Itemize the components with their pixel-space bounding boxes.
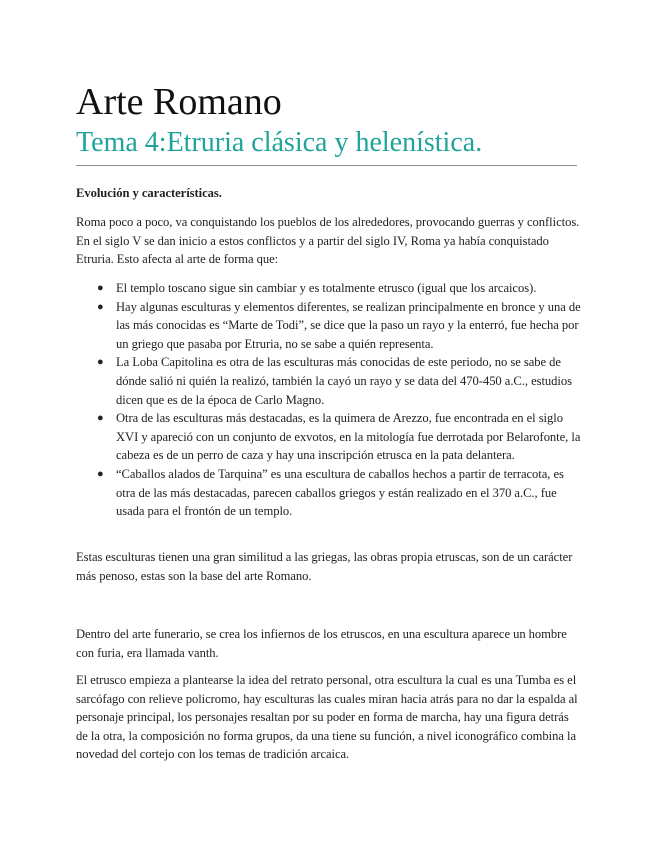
document-subtitle: Tema 4:Etruria clásica y helenística. (76, 127, 483, 158)
bullet-icon: ● (97, 300, 104, 313)
list-item (76, 465, 581, 521)
list-item-text: El templo toscano sigue sin cambiar y es totalmente etrusco (igual que los arcaicos). (116, 281, 537, 295)
intro-paragraph: Roma poco a poco, va conquistando los pueblos de los alrededores, provocando guerras y conflictos. En el siglo V se dan inicio a estos conflictos y a partir del siglo IV, Roma ya había conquistado Etruria. Esto afecta al arte de forma que: (76, 215, 580, 267)
bullet-icon: ● (97, 356, 104, 369)
bullet-icon: ● (97, 282, 104, 294)
funerary-paragraph: Dentro del arte funerario, se crea los infiernos de los etruscos, en una escultura aparece un hombre con furia, era llamada vanth. (76, 627, 567, 660)
list-item-text: Hay algunas esculturas y elementos diferentes, se realizan principalmente en bronce y una de las más conocidas es “Marte de Todi”, se dice que la paso un rayo y la enterró, fue hecha por un griego que pasaba por Etruria, no se sabe a quién representa. (116, 299, 581, 351)
list-item (76, 279, 581, 298)
list-item (76, 298, 581, 354)
document-title: Arte Romano (76, 81, 282, 123)
bullet-icon: ● (97, 467, 104, 480)
features-list (76, 279, 581, 521)
list-item-text: La Loba Capitolina es otra de las esculturas más conocidas de este periodo, no se sabe de dónde salió ni quién la realizó, también la cayó un rayo y se data del 470-450 a.C., estudios dicen que es de la época de Carlo Magno. (116, 355, 572, 407)
section-heading: Evolución y características. (76, 186, 222, 200)
list-item (76, 353, 581, 409)
list-item-text: Otra de las esculturas más destacadas, es la quimera de Arezzo, fue encontrada en el siglo XVI y apareció con un conjunto de exvotos, en la mitología fue derrotada por Belarofonte, la cabeza es de un perro de caza y hay una inscripción etrusca en la pata delantera. (116, 411, 581, 463)
bullet-icon: ● (97, 412, 104, 425)
list-item (76, 409, 581, 465)
list-item-text: “Caballos alados de Tarquina” es una escultura de caballos hechos a partir de terracota, es otra de las más destacadas, parecen caballos griegos y están realizado en el 370 a.C., fue usada para el frontón de un templo. (116, 466, 564, 519)
portrait-paragraph: El etrusco empieza a plantearse la idea del retrato personal, otra escultura la cual es una Tumba es el sarcófago con relieve policromo, hay esculturas las cuales miran hacia atrás para no dar la espalda al personaje principal, los personajes resaltan por su poder en forma de marcha, hay una figura detrás de la otra, la composición no forma grupos, da una tiene su función, a nivel iconográfico combina la novedad del cortejo con los temas de tradición arcaica. (76, 673, 578, 762)
summary-paragraph: Estas esculturas tienen una gran similitud a las griegas, las obras propia etruscas, son de un carácter más penoso, estas son la base del arte Romano. (76, 550, 573, 583)
title-divider (76, 165, 577, 166)
